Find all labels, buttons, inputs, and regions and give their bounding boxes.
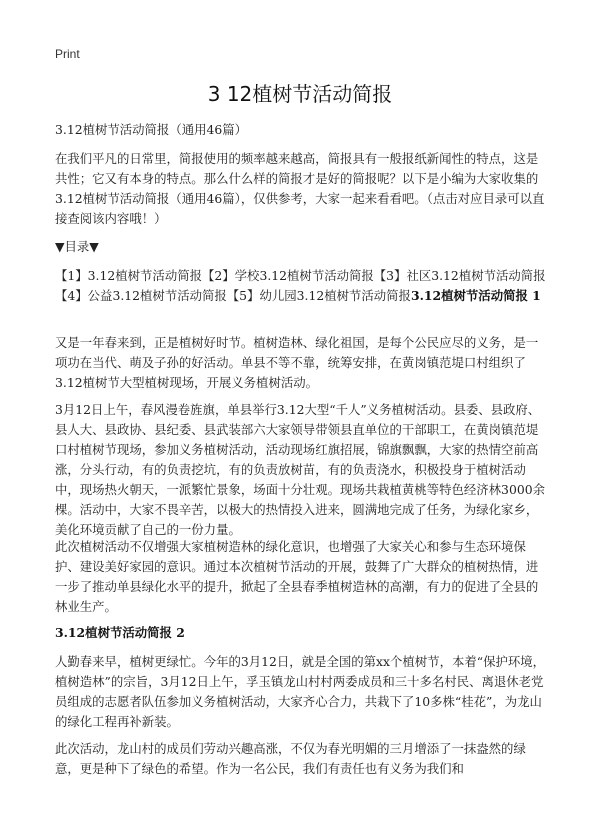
section-2-paragraph-1: 人勤春来早，植树更绿忙。今年的3月12日，就是全国的第xx个植树节，本着“保护环境，植树造林”的宗旨，3月12日上午，孚玉镇龙山村村两委成员和三十多名村民、离退休老党员组成的志愿者队伍参加义务植树活动，大家齐心合力，共栽下了10多株“桂花”，为龙山的绿化工程再补新装。 — [55, 654, 546, 729]
print-link[interactable]: Print — [55, 47, 80, 61]
toc-item-4[interactable]: 【4】公益3.12植树节活动简报 — [55, 288, 227, 303]
toc-item-2[interactable]: 【2】学校3.12植树节活动简报 — [202, 268, 374, 283]
section-1-heading: 3.12植树节活动简报 1 — [410, 288, 541, 303]
section-2-heading: 3.12植树节活动简报 2 — [55, 625, 185, 640]
table-of-contents — [55, 266, 550, 306]
section-1-paragraph-2: 3月12日上午，春风漫卷旌旗，单县举行3.12大型“千人”义务植树活动。县委、县政府、县人大、县政协、县纪委、县武装部六大家领导带领县直单位的干部职工，在黄岗镇范堤口村植树节现场，参加义务植树活动，活动现场红旗招展，锦旗飘飘，大家的热情空前高涨，分头行动，有的负责挖坑，有的负责放树苗，有的负责浇水，积极投身于植树活动中，现场热火朝天，一派繁忙景象，场面十分壮观。现场共栽植黄桃等特色经济林3000余棵。活动中，大家不畏辛苦，以极大的热情投入进来，圆满地完成了任务，为绿化家乡，美化环境贡献了自己的一份力量。 — [55, 402, 545, 537]
section-1-paragraph-1: 又是一年春来到，正是植树好时节。植树造林、绿化祖国，是每个公民应尽的义务，是一项功在当代、萌及子孙的好活动。单县不等不靠，统筹安排，在黄岗镇范堤口村组织了3.12植树节大型植树现场，开展义务植树活动。 — [55, 335, 539, 390]
toc-header: ▼目录▼ — [55, 239, 99, 254]
toc-item-5[interactable]: 【5】幼儿园3.12植树节活动简报 — [226, 288, 411, 303]
page-title: 3 12植树节活动简报 — [207, 82, 393, 106]
toc-item-1[interactable]: 【1】3.12植树节活动简报 — [55, 268, 202, 283]
section-2-paragraph-2: 此次活动，龙山村的成员们劳动兴趣高涨，不仅为春光明媚的三月增添了一抹盎然的绿意，更是种下了绿色的希望。作为一名公民，我们有责任也有义务为我们和 — [55, 741, 526, 776]
section-1-paragraph-3: 此次植树活动不仅增强大家植树造林的绿化意识，也增强了大家关心和参与生态环境保护、建设美好家园的意识。通过本次植树节活动的开展，鼓舞了广大群众的植树热情，进一步了推动单县绿化水平的提升，掀起了全县春季植树造林的高潮，有力的促进了全县的林业生产。 — [55, 539, 539, 614]
intro-paragraph: 在我们平凡的日常里，简报使用的频率越来越高，简报具有一般报纸新闻性的特点，这是共性；它又有本身的特点。那么什么样的简报才是好的简报呢？以下是小编为大家收集的3.12植树节活动简报（通用46篇），仅供参考，大家一起来看看吧。（点击对应目录可以直接查阅该内容哦！） — [55, 151, 545, 226]
toc-item-3[interactable]: 【3】社区3.12植树节活动简报 — [373, 268, 546, 283]
doc-subtitle: 3.12植树节活动简报（通用46篇） — [55, 122, 248, 137]
